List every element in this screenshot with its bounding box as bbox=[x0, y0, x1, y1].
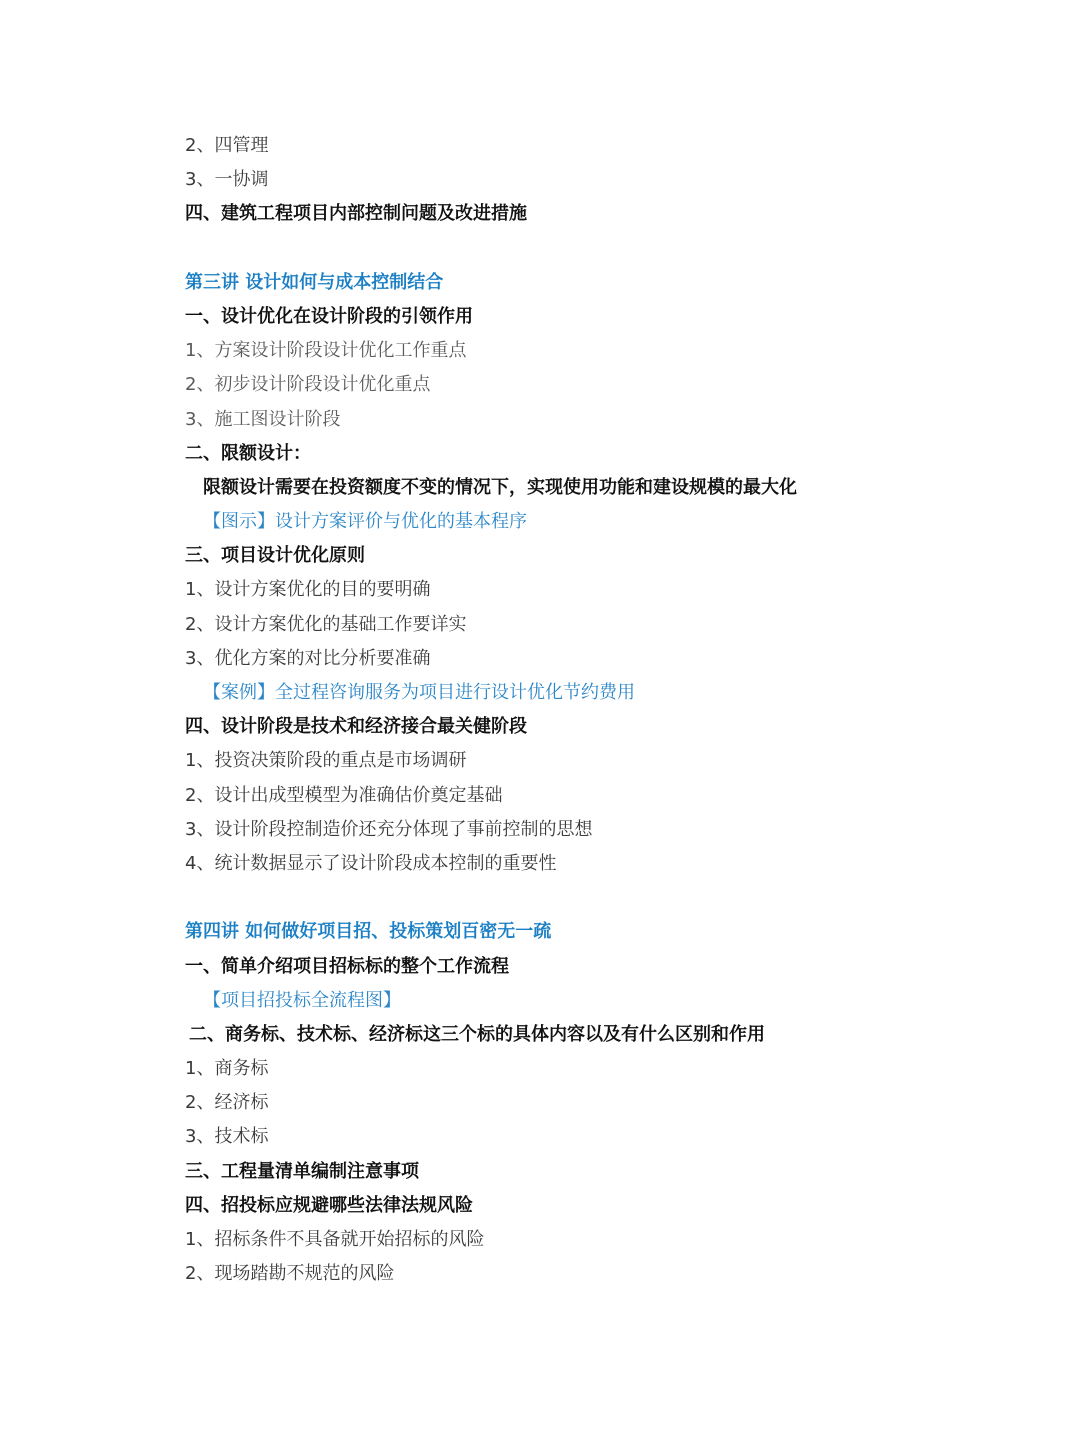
flowchart-link[interactable]: 【项目招投标全流程图】 bbox=[203, 989, 401, 1011]
list-item: 2、现场踏勘不规范的风险 bbox=[185, 1263, 395, 1285]
list-item: 2、经济标 bbox=[185, 1092, 269, 1114]
section-heading: 四、设计阶段是技术和经济接合最关健阶段 bbox=[185, 716, 527, 738]
list-item: 1、投资决策阶段的重点是市场调研 bbox=[185, 750, 467, 772]
list-item: 3、设计阶段控制造价还充分体现了事前控制的思想 bbox=[185, 818, 593, 840]
list-item: 1、商务标 bbox=[185, 1058, 269, 1080]
section-heading: 二、商务标、技术标、经济标这三个标的具体内容以及有什么区别和作用 bbox=[189, 1023, 765, 1045]
list-item: 2、初步设计阶段设计优化重点 bbox=[185, 374, 431, 396]
section-heading: 三、工程量清单编制注意事项 bbox=[185, 1160, 419, 1182]
section-heading: 四、建筑工程项目内部控制问题及改进措施 bbox=[185, 203, 527, 225]
list-item: 3、优化方案的对比分析要准确 bbox=[185, 647, 431, 669]
lecture-title-3: 第三讲 设计如何与成本控制结合 bbox=[185, 271, 444, 293]
document-page bbox=[185, 129, 1045, 1291]
list-item: 1、招标条件不具备就开始招标的风险 bbox=[185, 1229, 485, 1250]
section-heading: 三、项目设计优化原则 bbox=[185, 545, 365, 567]
section-heading: 一、简单介绍项目招标标的整个工作流程 bbox=[185, 955, 509, 977]
section-spacer bbox=[185, 232, 1045, 266]
list-item: 2、设计出成型模型为准确估价奠定基础 bbox=[185, 784, 503, 806]
section-heading: 二、限额设计： bbox=[185, 442, 311, 464]
section-heading: 一、设计优化在设计阶段的引领作用 bbox=[185, 305, 473, 327]
lecture-title-4: 第四讲 如何做好项目招、投标策划百密无一疏 bbox=[185, 921, 552, 943]
list-item: 2、四管理 bbox=[185, 135, 269, 156]
section-spacer bbox=[185, 881, 1045, 915]
list-item: 2、设计方案优化的基础工作要详实 bbox=[185, 613, 467, 635]
list-item: 4、统计数据显示了设计阶段成本控制的重要性 bbox=[185, 852, 557, 874]
list-item: 3、技术标 bbox=[185, 1126, 269, 1148]
list-item: 1、设计方案优化的目的要明确 bbox=[185, 579, 431, 601]
case-link[interactable]: 【案例】全过程咨询服务为项目进行设计优化节约费用 bbox=[203, 682, 635, 703]
list-item: 3、施工图设计阶段 bbox=[185, 408, 341, 430]
figure-link[interactable]: 【图示】设计方案评价与优化的基本程序 bbox=[203, 511, 527, 533]
section-heading: 四、招投标应规避哪些法律法规风险 bbox=[185, 1194, 473, 1216]
list-item: 3、一协调 bbox=[185, 169, 269, 191]
note-text: 限额设计需要在投资额度不变的情况下，实现使用功能和建设规模的最大化 bbox=[203, 476, 797, 498]
list-item: 1、方案设计阶段设计优化工作重点 bbox=[185, 340, 467, 362]
